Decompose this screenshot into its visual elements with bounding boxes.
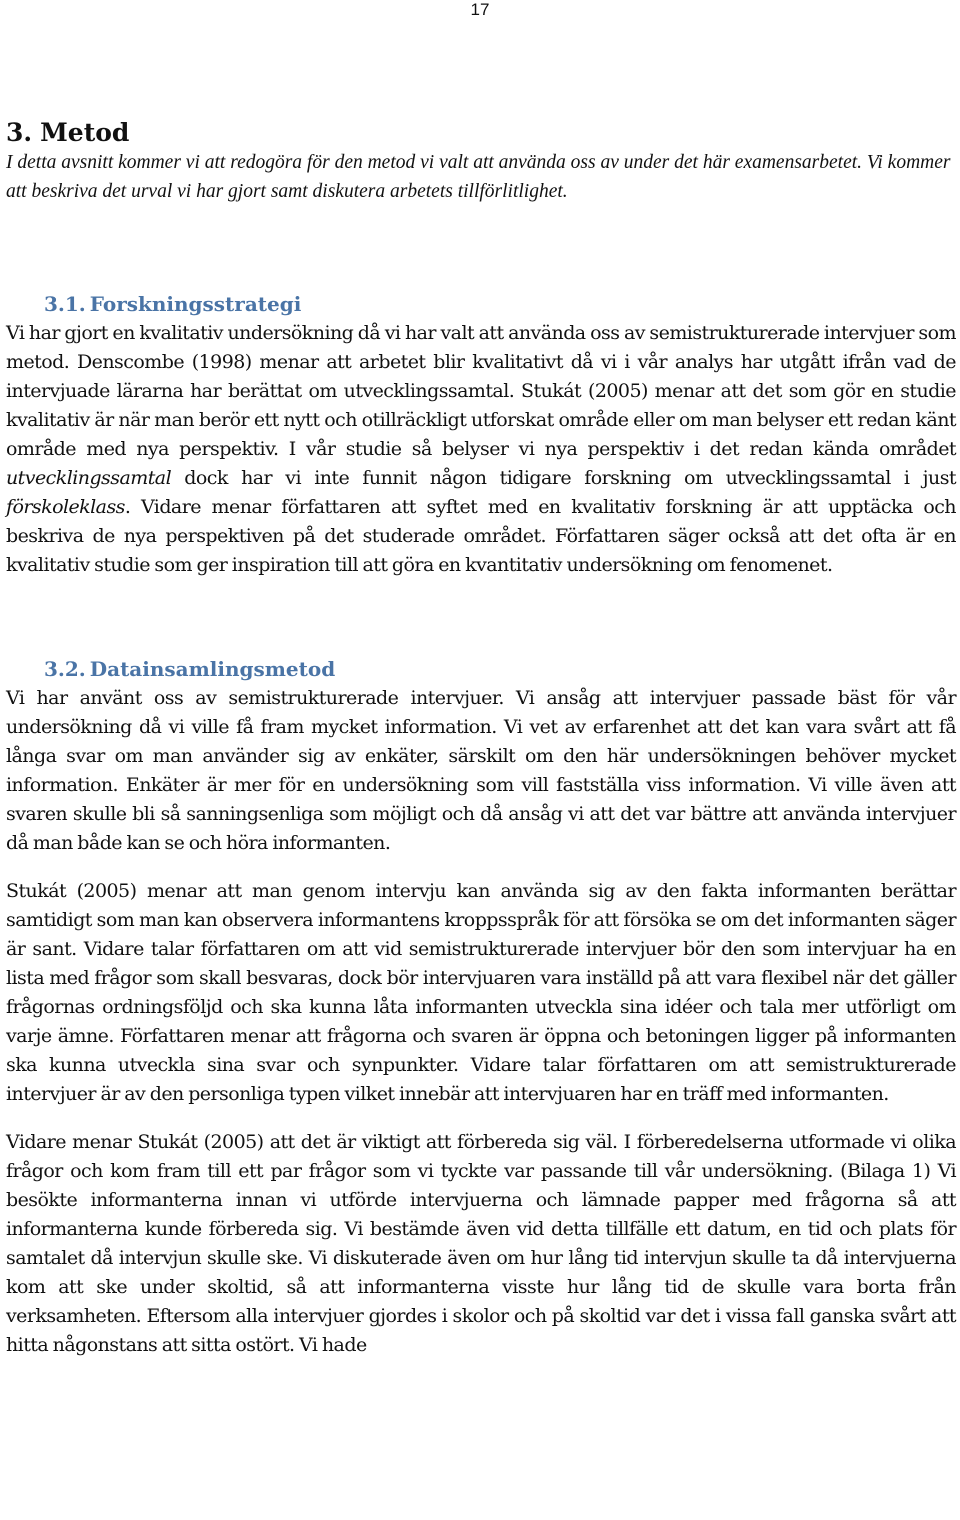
page-number: 17	[470, 0, 490, 19]
subsection-title: Datainsamlingsmetod	[89, 657, 336, 681]
section-title: Metod	[40, 118, 130, 147]
paragraph	[6, 319, 956, 580]
paragraph: Vi har använt oss av semistrukturerade intervjuer. Vi ansåg att intervjuer passade bäst för vår undersökning då vi ville få fram mycket information. Vi vet av erfarenhet att det kan vara svårt att få långa svar om man använder sig av enkäter, särskilt om den här undersökningen behöver mycket information. Enkäter är mer för en undersökning som vill fastställa viss information. Vi ville även att svaren skulle bli så sanningsenliga som möjligt och då ansåg vi att det var bättre att använda intervjuer då man både kan se och höra informanten.	[6, 687, 956, 854]
paragraph-text: . Vidare menar författaren att syftet med en kvalitativ forskning är att upptäcka och beskriva de nya perspektiven på det studerade området. Författaren säger också att det ofta är en kvalitativ studie som ger inspiration till att göra en kvantitativ undersökning om fenomenet.	[6, 496, 956, 576]
emphasis-text: förskoleklass	[6, 496, 125, 518]
paragraph: Vidare menar Stukát (2005) att det är viktigt att förbereda sig väl. I förberedelserna utformade vi olika frågor och kom fram till ett par frågor som vi tyckte var passande till vår undersökning. (Bilaga 1) Vi besökte informanterna innan vi utförde intervjuerna och lämnade papper med frågorna så att informanterna kunde förbereda sig. Vi bestämde även vid detta tillfälle ett datum, en tid och plats för samtalet då intervjun skulle ske. Vi diskuterade även om hur lång tid intervjun skulle ta då intervjuerna kom att ske under skoltid, så att informanterna visste hur lång tid de skulle vara borta från verksamheten. Eftersom alla intervjuer gjordes i skolor och på skoltid var det i vissa fall ganska svårt att hitta någonstans att sitta ostört. Vi hade	[6, 1131, 956, 1356]
subsection-heading-datainsamlingsmetod	[6, 655, 956, 684]
section-number: 3.	[6, 118, 33, 147]
section-heading	[6, 118, 956, 148]
paragraph-text: Vi har gjort en kvalitativ undersökning då vi har valt att använda oss av semistrukturerade intervjuer som metod. Denscombe (1998) menar att arbetet blir kvalitativt då vi i vår analys har utgått ifrån vad de intervjuade lärarna har berättat om utvecklingssamtal. Stukát (2005) menar att det som gör en studie kvalitativ är när man berör ett nytt och otillräckligt utforskat område eller om man belyser ett redan känt område med nya perspektiv. I vår studie så belyser vi nya perspektiv i det redan kända området	[6, 322, 956, 460]
section-intro: I detta avsnitt kommer vi att redogöra för den metod vi valt att använda oss av under det här examensarbetet. Vi kommer att beskriva det urval vi har gjort samt diskutera arbetets tillförlitlighet.	[6, 152, 951, 202]
document-body	[6, 118, 956, 1360]
subsection-number: 3.1.	[44, 292, 86, 316]
paragraph-text: dock har vi inte funnit någon tidigare forskning om utvecklingssamtal i just	[171, 467, 956, 489]
subsection-title: Forskningsstrategi	[89, 292, 302, 316]
subsection-heading-forskningsstrategi	[6, 290, 956, 319]
emphasis-text: utvecklingssamtal	[6, 467, 172, 489]
subsection-number: 3.2.	[44, 657, 86, 681]
paragraph: Stukát (2005) menar att man genom intervju kan använda sig av den fakta informanten berättar samtidigt som man kan observera informantens kroppsspråk för att försöka se om det informanten säger är sant. Vidare talar författaren om att vid semistrukturerade intervjuer bör den som intervjuar ha en lista med frågor som skall besvaras, dock bör intervjuaren vara inställd på att vara flexibel när det gäller frågornas ordningsföljd och ska kunna låta informanten utveckla sina idéer och tala mer utförligt om varje ämne. Författaren menar att frågorna och svaren är öppna och betoningen ligger på informanten ska kunna utveckla sina svar och synpunkter. Vidare talar författaren om att semistrukturerade intervjuer är av den personliga typen vilket innebär att intervjuaren har en träff med informanten.	[6, 880, 956, 1105]
